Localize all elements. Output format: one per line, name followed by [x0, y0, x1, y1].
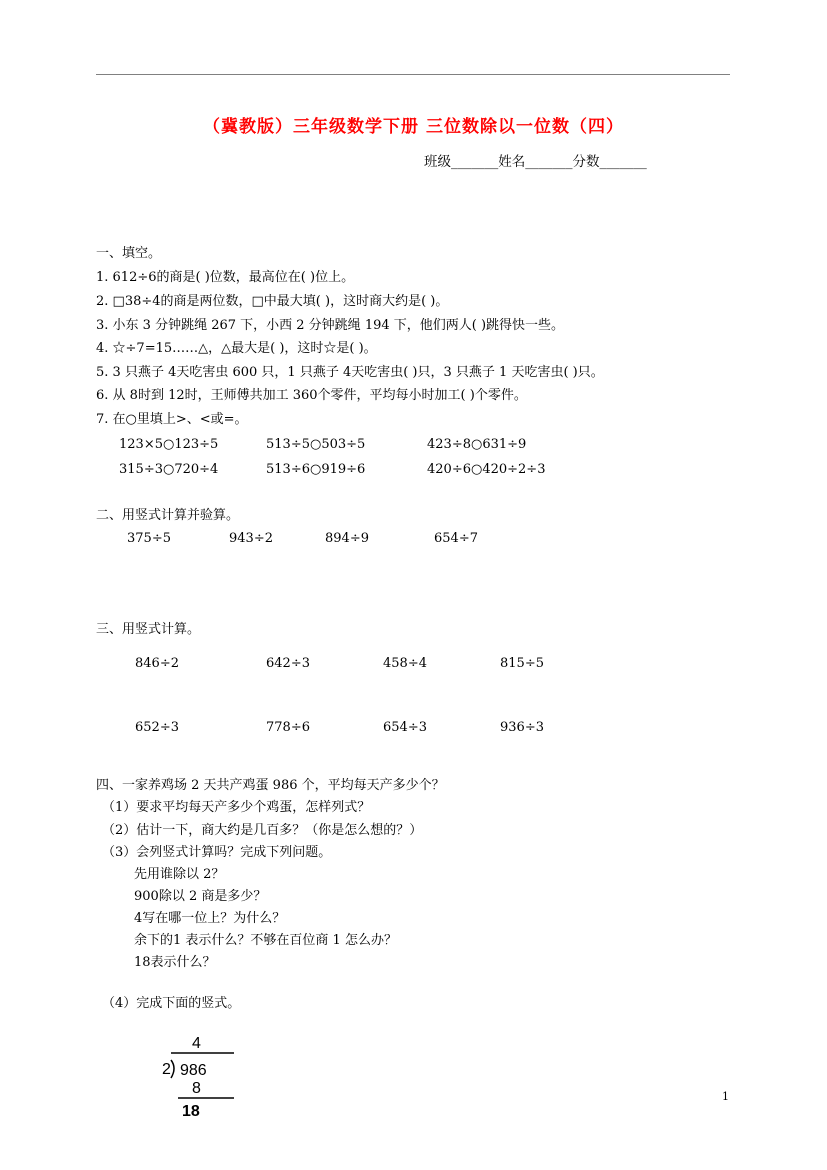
student-info-line: 班级_______姓名_______分数_______ — [424, 154, 647, 170]
question-4: 4. ☆÷7=15……△，△最大是( )，这时☆是( )。 — [96, 341, 377, 356]
question-3: 3. 小东 3 分钟跳绳 267 下，小西 2 分钟跳绳 194 下，他们两人( )跳得快一些。 — [96, 318, 565, 333]
division-problem: 846÷2 — [135, 656, 179, 671]
question-2: 2. □38÷4的商是两位数，□中最大填( )，这时商大约是( )。 — [96, 294, 449, 309]
division-problem: 936÷3 — [500, 720, 544, 735]
compare-item: 423÷8○631÷9 — [427, 437, 527, 452]
division-problem: 458÷4 — [383, 656, 427, 671]
header-rule — [96, 74, 730, 75]
division-problem: 652÷3 — [135, 720, 179, 735]
sub-question-4: （4）完成下面的竖式。 — [102, 996, 241, 1011]
guiding-question: 先用谁除以 2？ — [134, 867, 225, 882]
guiding-question: 18表示什么？ — [134, 955, 216, 970]
question-7: 7. 在○里填上>、<或=。 — [96, 412, 248, 427]
compare-item: 513÷5○503÷5 — [266, 437, 366, 452]
long-division-divisor: 2 — [162, 1061, 171, 1078]
division-problem: 815÷5 — [500, 656, 544, 671]
section-4-heading: 四、一家养鸡场 2 天共产鸡蛋 986 个，平均每天产多少个？ — [96, 778, 445, 793]
guiding-question: 900除以 2 商是多少？ — [134, 889, 267, 904]
sub-question-3: （3）会列竖式计算吗？完成下列问题。 — [102, 845, 332, 860]
page-title: （冀教版）三年级数学下册 三位数除以一位数（四） — [203, 117, 624, 137]
compare-item: 123×5○123÷5 — [119, 437, 219, 452]
question-6: 6. 从 8时到 12时，王师傅共加工 360个零件，平均每小时加工( )个零件。 — [96, 388, 527, 403]
compare-item: 513÷6○919÷6 — [266, 462, 366, 477]
question-5: 5. 3 只燕子 4天吃害虫 600 只，1 只燕子 4天吃害虫( )只，3 只燕子 1 天吃害虫( )只。 — [96, 365, 604, 380]
section-1-heading: 一、填空。 — [96, 246, 162, 261]
division-problem: 894÷9 — [325, 531, 369, 546]
compare-item: 420÷6○420÷2÷3 — [427, 462, 546, 477]
division-bracket — [171, 1060, 174, 1078]
long-division-quotient: 4 — [192, 1035, 201, 1052]
page-number: 1 — [722, 1090, 729, 1103]
section-3-heading: 三、用竖式计算。 — [96, 622, 201, 637]
long-division-product: 8 — [192, 1080, 201, 1097]
division-problem: 778÷6 — [266, 720, 310, 735]
sub-question-1: （1）要求平均每天产多少个鸡蛋，怎样列式？ — [102, 800, 371, 815]
question-1: 1. 612÷6的商是( )位数，最高位在( )位上。 — [96, 270, 355, 285]
division-problem: 943÷2 — [229, 531, 273, 546]
long-division-remainder: 18 — [182, 1103, 200, 1120]
guiding-question: 4写在哪一位上？为什么？ — [134, 911, 286, 926]
long-division — [160, 1034, 240, 1120]
division-problem: 375÷5 — [127, 531, 171, 546]
division-problem: 642÷3 — [266, 656, 310, 671]
division-problem: 654÷3 — [383, 720, 427, 735]
division-problem: 654÷7 — [434, 531, 478, 546]
compare-item: 315÷3○720÷4 — [119, 462, 219, 477]
section-2-heading: 二、用竖式计算并验算。 — [96, 508, 240, 523]
guiding-question: 余下的1 表示什么？不够在百位商 1 怎么办？ — [134, 933, 397, 948]
long-division-dividend: 986 — [180, 1062, 207, 1079]
sub-question-2: （2）估计一下，商大约是几百多？（你是怎么想的？） — [102, 823, 423, 838]
